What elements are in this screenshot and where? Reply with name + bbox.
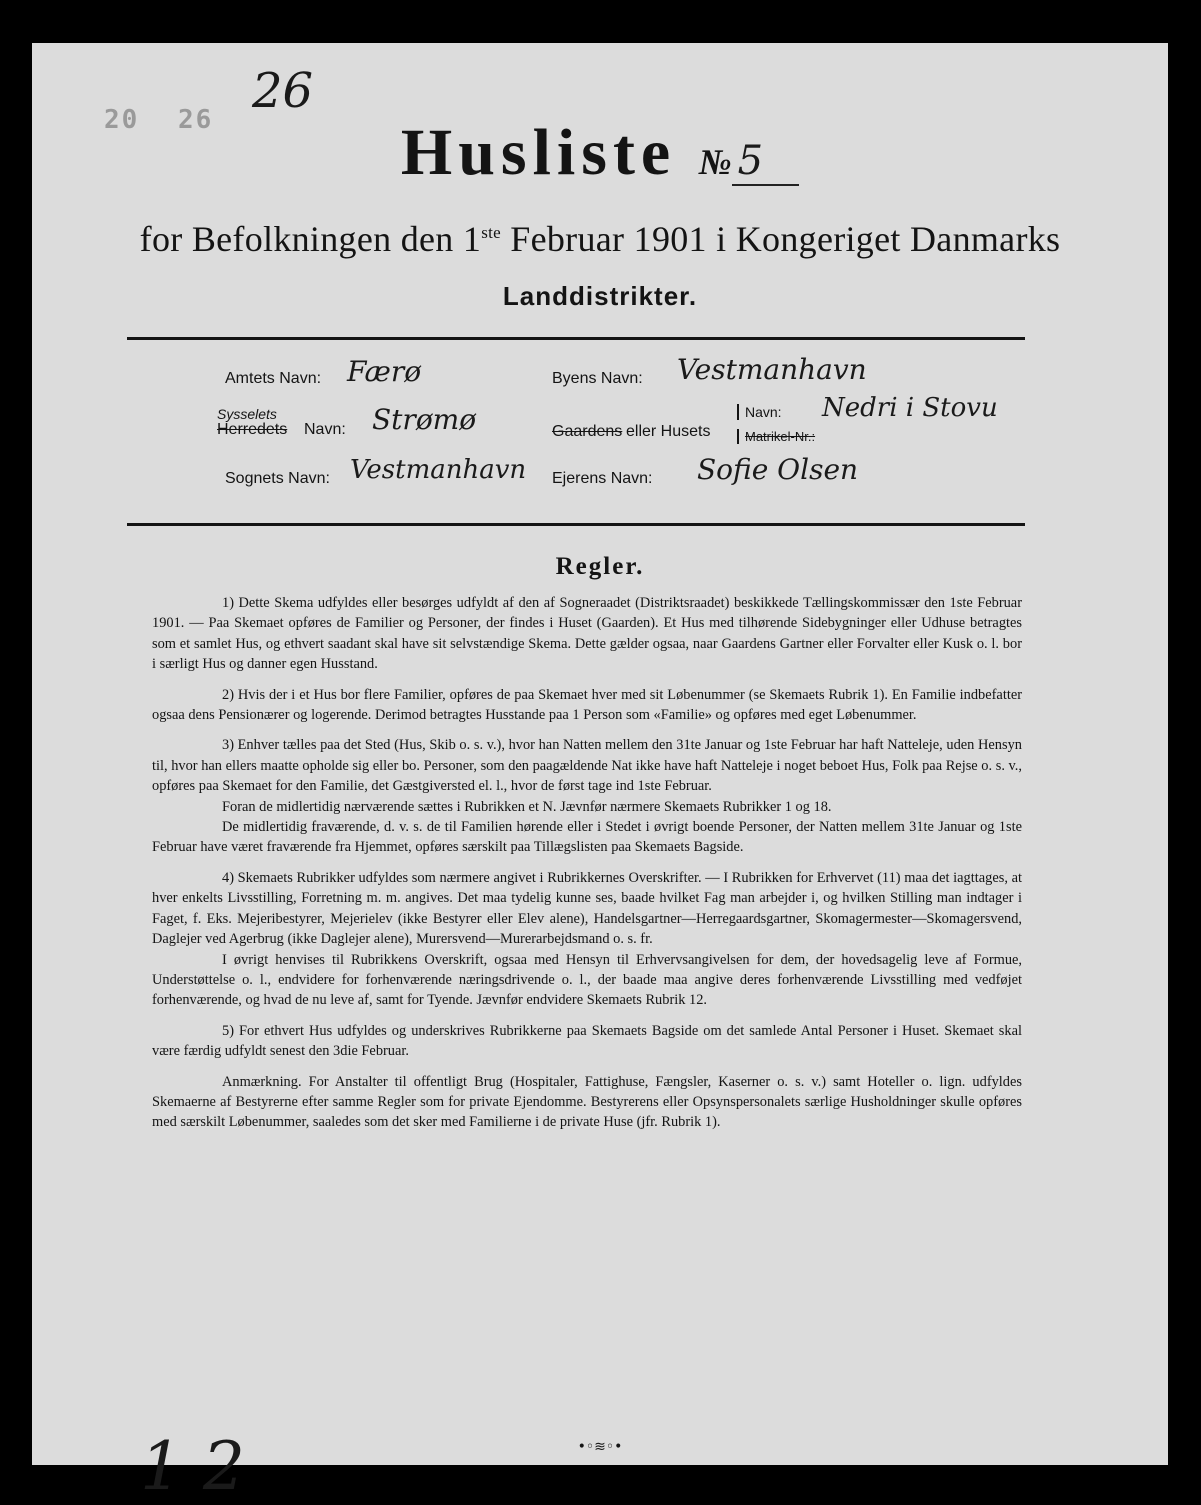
matrikel-label: Matrikel-Nr.: (737, 429, 815, 444)
rule-paragraph: I øvrigt henvises til Rubrikkens Overskrift, ogsaa med Hensyn til Erhvervsangivelsen for dem, der hovedsagelig leve af Formue, Understøttelse o. l., endvidere for forhenværende næringsdrivende o. l., der baade maa angive deres forhenværende Livsstilling med vedføjet forhenværende, og hvad de nu leve af, samt for Tyende. Jævnfør endvidere Skemaets Rubrik 12. (152, 951, 1022, 1009)
stamp-number-left: 20 (104, 105, 140, 135)
rules-body (152, 593, 1022, 1143)
rule-paragraph: 2) Hvis der i et Hus bor flere Familier, opføres de paa Skemaet hver med sit Løbenummer (se Skemaets Rubrik 1). En Familie indbefatter ogsaa dens Pensionærer og logerende. Derimod betragtes Husstande paa 1 Person som «Familie» og opføres med eget Løbenummer. (152, 686, 1022, 724)
amt-label: Amtets Navn: (225, 370, 322, 387)
gaard-label: Gaardens (552, 423, 623, 440)
navn-label: Navn: (737, 404, 782, 420)
ornament-divider: •◦≋◦• (577, 1439, 623, 1455)
byens-label: Byens Navn: (552, 370, 643, 387)
husets-navn-value: Nedri i Stovu (822, 393, 998, 423)
ejer-label: Ejerens Navn: (552, 470, 653, 487)
rule-paragraph: 1) Dette Skema udfyldes eller besørges udfyldt af den af Sogneraadet (Distriktsraadet) beskikkede Tællingskommissær den 1ste Februar 1901. — Paa Skemaet opføres de Familier og Personer, der findes i Huset (Gaarden). Et Hus med tilhørende Sidebygninger eller Udhuse betragtes som et samlet Hus, og ethvert saadant skal have sit selvstændige Skema. Dette gælder ogsaa, naar Gaardens Gartner eller Forvalter eller Kusk o. l. bor i særligt Hus og danner egen Husstand. (152, 595, 1022, 673)
handwritten-corner-numbers: 1 2 (140, 1428, 245, 1505)
herred-navn-label: Navn: (304, 421, 346, 438)
handwritten-sheet-number: 26 (252, 63, 314, 119)
rules-heading: Regler. (555, 553, 645, 580)
rule-paragraph: De midlertidig fraværende, d. v. s. de til Familien hørende eller i Stedet i øvrigt boende Personer, der Natten mellem 31te Januar og 1ste Februar have været fraværende fra Hjemmet, opføres særskilt paa Tillægslisten paa Skemaets Bagside. (152, 819, 1022, 856)
form-title (32, 115, 1168, 191)
rule-paragraph: 3) Enhver tælles paa det Sted (Hus, Skib o. s. v.), hvor han Natten mellem den 31te Januar og 1ste Februar har haft Natteleje, uden Hensyn til, hvor han ellers maatte opholde sig eller bo. Personer, som den paagældende Nat ikke have haft Natteleje i noget beboet Hus, Folk paa Rejse o. s. v., opføres paa Skemaet for den Familie, det Gæstgiversted el. l., hvor de først tage ind 1ste Februar. (152, 737, 1022, 795)
form-subtitle (32, 218, 1168, 260)
sogn-label: Sognets Navn: (225, 470, 330, 487)
title-text: Husliste (400, 116, 677, 189)
husets-label: eller Husets (626, 423, 711, 440)
form-number-value: 5 (732, 138, 799, 186)
sogn-value: Vestmanhavn (350, 455, 527, 485)
rule-note: Anmærkning. For Anstalter til offentligt Brug (Hospitaler, Fattighuse, Fængsler, Kaserner o. s. v.) samt Hoteller o. lign. udfyldes Skemaerne af Bestyrerne efter samme Regler som for private Ejendomme. Bestyrerens eller Opsynspersonalets særlige Husholdninger skulle opføres med særskilt Løbenummer, saaledes som det sker med Familierne i de private Huse (jfr. Rubrik 1). (152, 1073, 1022, 1131)
rule-paragraph: Foran de midlertidig nærværende sættes i Rubrikken et N. Jævnfør nærmere Skemaets Rubrikker 1 og 18. (222, 798, 832, 815)
byens-value: Vestmanhavn (677, 353, 867, 386)
ejer-value: Sofie Olsen (697, 453, 859, 486)
herred-value: Strømø (372, 403, 477, 436)
subtitle-pre: for Befolkningen den 1 (139, 219, 482, 259)
form-district-type: Landdistrikter. (502, 281, 698, 311)
number-sign: № (698, 142, 732, 182)
census-form-page (32, 43, 1168, 1505)
rule-paragraph: 4) Skemaets Rubrikker udfyldes som nærmere angivet i Rubrikkernes Overskrifter. — I Rubrikken for Erhvervet (11) maa det iagttages, at hver enkelts Livsstilling, Forretning m. m. angives. Det maa tydelig kunne ses, baade hvilket Fag man arbejder i, og hvilken Stilling man indtager i Faget, f. Eks. Mejeribestyrer, Mejerielev (ikke Bestyrer eller Elev alene), Handelsgartner—Herregaardsgartner, Skomagermester—Skomagersvend, Daglejer ved Agerbrug (ikke Daglejer alene), Murersvend—Murerarbejdsmand o. s. fr. (152, 869, 1022, 948)
subtitle-sup: ste (481, 223, 501, 242)
stamp-number-middle: 26 (178, 105, 214, 135)
amt-value: Færø (347, 355, 422, 388)
syssel-label: Sysselets (217, 406, 277, 422)
divider-top (127, 337, 1025, 340)
rule-paragraph: 5) For ethvert Hus udfyldes og underskrives Rubrikkerne paa Skemaets Bagside om det samlede Antal Personer i Huset. Skemaet skal være færdig udfyldt senest den 3die Februar. (152, 1022, 1022, 1060)
divider-bottom (127, 523, 1025, 526)
herred-label: Herredets (217, 421, 288, 438)
subtitle-post: Februar 1901 i Kongeriget Danmarks (500, 219, 1061, 259)
